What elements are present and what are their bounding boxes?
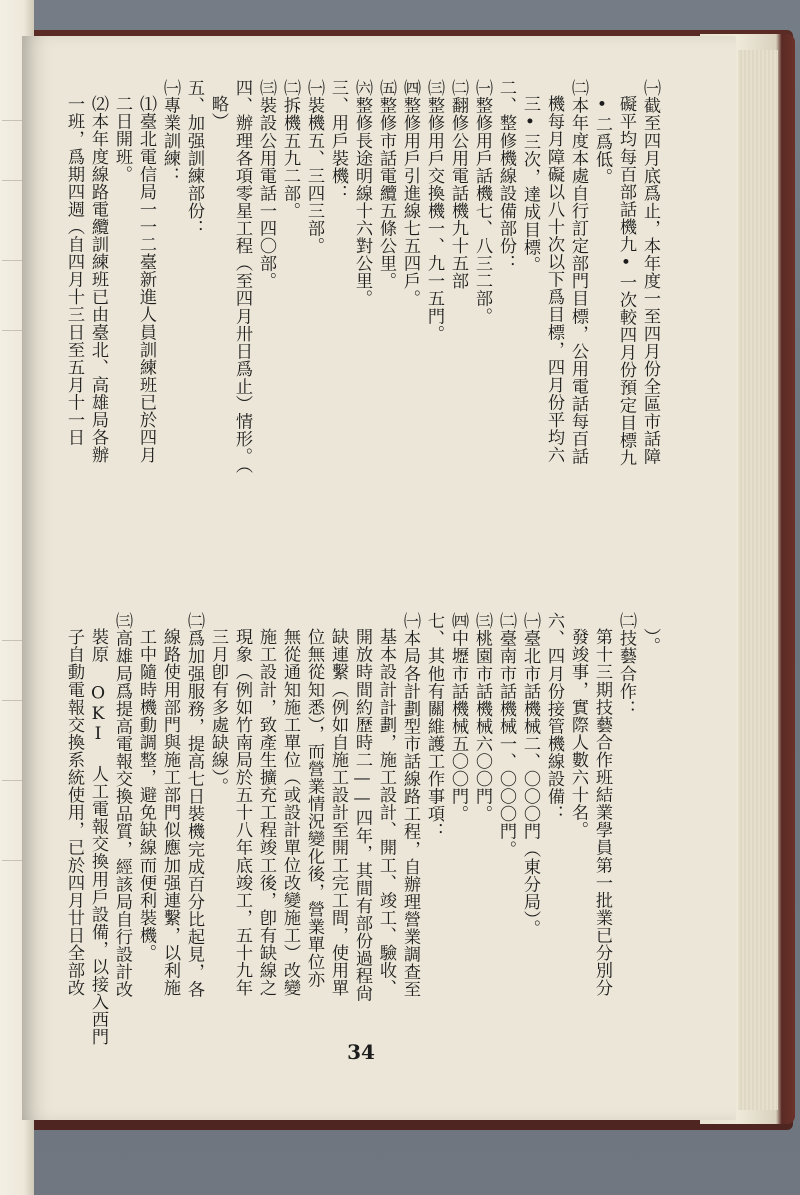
upper-text-column: ㈡本年度本處自行訂定部門目標，公用電話每百話	[568, 79, 588, 466]
upper-text-column: ㈠裝機五、三四三部。	[304, 79, 324, 255]
lower-text-column: 施工設計，致產生擴充工程竣工後，卽有缺線之	[256, 628, 276, 997]
lower-text-column: 第十三期技藝合作班結業學員第一批業已分別分	[592, 628, 612, 997]
upper-text-column: 三、用戶裝機：	[328, 79, 348, 202]
lower-text-column: 子自動電報交換系統使用，已於四月廿日全部改	[64, 628, 84, 997]
upper-text-column: 三•三次，達成目標。	[520, 95, 540, 274]
lower-text-column: 缺連繫（例如自施工設計至開工完工間，使用單	[328, 628, 348, 997]
lower-text-column: ㈡爲加强服務，提高七日裝機完成百分比起見，各	[184, 612, 204, 999]
lower-text-column: ㈡臺南市話機械一、〇〇〇門。	[496, 612, 516, 858]
upper-text-column: ⑴臺北電信局一一二臺新進人員訓練班已於四月	[136, 95, 156, 464]
lower-text-column: 線路使用部門與施工部門似應加强連繫，以利施	[160, 628, 180, 997]
upper-text-column: ㈥整修長途明線十六對公里。	[352, 79, 372, 308]
lower-text-column: ㈢桃園市話機械六〇〇門。	[472, 612, 492, 823]
upper-text-column: ㈠專業訓練：	[160, 79, 180, 185]
lower-text-column: 開放時間約歷時二——四年，其間有部份過程尙	[352, 628, 372, 1003]
upper-text-column: 機每月障礙以八十次以下爲目標，四月份平均六	[544, 95, 564, 464]
lower-text-column: 裝原 OKI 人工電報交換用戶設備，以接入西門	[88, 628, 108, 1046]
lower-text-column: 無從通知施工單位（或設計單位改變施工）改變	[280, 628, 300, 997]
upper-text-column: 二、整修機線設備部份：	[496, 79, 516, 273]
upper-text-column: 四、辦理各項零星工程（至四月卅日爲止）情形。（	[232, 79, 252, 475]
upper-text-column: 一班，爲期四週（自四月十三日至五月十一日	[64, 95, 84, 446]
upper-text-column: ㈡翻修公用電話機九十五部	[448, 79, 468, 290]
lower-text-column: 工中隨時機動調整，避免缺線而便利裝機。	[136, 628, 156, 962]
lower-text-column: 基本設計計劃，施工設計、開工、竣工、驗收、	[376, 628, 396, 997]
lower-text-column: ㈣中壢市話機械五〇〇門。	[448, 612, 468, 823]
upper-text-column: 礙平均每百部話機九•一次較四月份預定目標九	[616, 95, 636, 467]
upper-text-column: ㈡拆機五九二部。	[280, 79, 300, 220]
lower-text-column: 現象（例如竹南局於五十八年底竣工，五十九年	[232, 628, 252, 997]
lower-text-column: 位無從知悉），而營業情況變化後，營業單位亦	[304, 628, 324, 988]
upper-text-column: ㈢整修用戶交換機一、九一五門。	[424, 79, 444, 343]
lower-text-column: 七、其他有關維護工作事項：	[424, 612, 444, 841]
upper-text-column: ⑵本年度線路電纜訓練班已由臺北、高雄局各辦	[88, 95, 108, 464]
upper-text-column: 二日開班。	[112, 95, 132, 183]
lower-text-column: 六、四月份接管機線設備：	[544, 612, 564, 823]
lower-text-column: 三月卽有多處缺線）。	[208, 628, 228, 795]
upper-text-column: 五、加强訓練部份：	[184, 79, 204, 237]
lower-text-column: ）。	[640, 628, 660, 655]
upper-text-column: ㈢裝設公用電話一四〇部。	[256, 79, 276, 290]
lower-text-column: ㈠本局各計劃型市話線路工程，自辦理營業調查至	[400, 612, 420, 999]
upper-text-column: ㈣整修用戶引進線七五四戶。	[400, 79, 420, 308]
lower-text-column: ㈢高雄局爲提高電報交換品質，經該局自行設計改	[112, 612, 132, 999]
upper-text-column: 略）	[208, 95, 228, 131]
upper-text-column: •二爲低。	[592, 95, 612, 186]
upper-text-column: ㈠整修用戶話機七、八三二部。	[472, 79, 492, 325]
upper-text-column: ㈤整修市話電纜五條公里。	[376, 79, 396, 290]
upper-text-column: ㈠截至四月底爲止，本年度一至四月份全區市話障	[640, 79, 660, 466]
lower-text-column: ㈡技藝合作：	[616, 612, 636, 718]
page-number: 34	[347, 1040, 375, 1064]
lower-text-column: 發竣事，實際人數六十名。	[568, 628, 588, 839]
lower-text-column: ㈠臺北市話機械二、〇〇〇門（東分局）。	[520, 612, 540, 937]
